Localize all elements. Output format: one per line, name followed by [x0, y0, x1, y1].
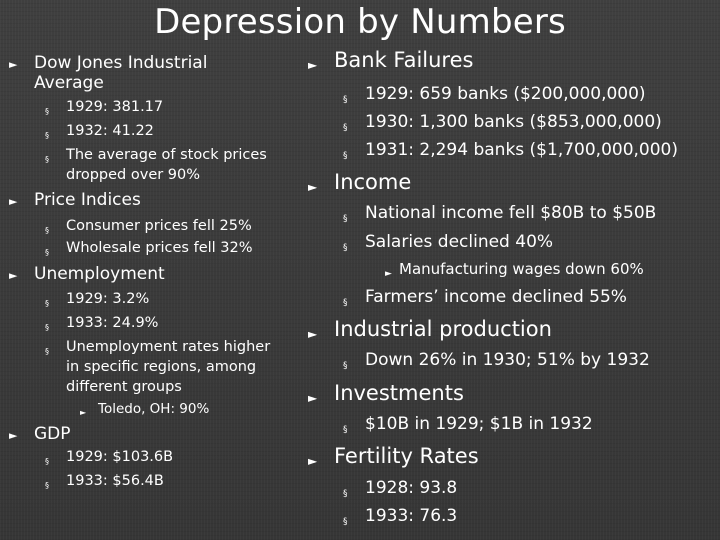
section-bullet-icon: §: [343, 123, 348, 133]
section-bullet-icon: §: [45, 248, 49, 257]
banks-1930: 1930: 1,300 banks ($853,000,000): [365, 112, 662, 132]
section-bullet-icon: §: [343, 243, 348, 253]
bank-failures-label: Bank Failures: [334, 48, 474, 72]
section-bullet-icon: §: [343, 151, 348, 161]
triangle-bullet-icon: ►: [9, 269, 18, 282]
fertility-rates-label: Fertility Rates: [334, 444, 479, 468]
section-bullet-icon: §: [343, 489, 348, 499]
triangle-bullet-icon: ►: [9, 429, 18, 442]
investments-values: $10B in 1929; $1B in 1932: [365, 414, 593, 434]
section-bullet-icon: §: [45, 299, 49, 308]
slide-title: Depression by Numbers: [154, 2, 566, 42]
unemployment-1933: 1933: 24.9%: [66, 315, 159, 331]
fertility-1933: 1933: 76.3: [365, 506, 458, 526]
farmers-income: Farmers’ income declined 55%: [365, 287, 627, 307]
section-bullet-icon: §: [45, 347, 49, 356]
dow-jones-label-line1: Dow Jones Industrial: [34, 53, 208, 73]
section-bullet-icon: §: [343, 361, 348, 371]
price-indices-label: Price Indices: [34, 190, 141, 210]
toledo-rate: Toledo, OH: 90%: [98, 401, 210, 417]
triangle-bullet-icon: ►: [308, 327, 318, 341]
triangle-bullet-icon: ►: [9, 58, 18, 71]
section-bullet-icon: §: [45, 481, 49, 490]
section-bullet-icon: §: [343, 95, 348, 105]
income-label: Income: [334, 170, 412, 194]
unemployment-regions-line1: Unemployment rates higher: [66, 339, 271, 355]
banks-1931: 1931: 2,294 banks ($1,700,000,000): [365, 140, 679, 160]
section-bullet-icon: §: [45, 131, 49, 140]
dow-jones-label-line2: Average: [34, 73, 104, 93]
section-bullet-icon: §: [343, 517, 348, 527]
section-bullet-icon: §: [343, 214, 348, 224]
wholesale-prices: Wholesale prices fell 32%: [66, 240, 253, 256]
section-bullet-icon: §: [45, 155, 49, 164]
salaries-declined: Salaries declined 40%: [365, 232, 554, 252]
manufacturing-wages: Manufacturing wages down 60%: [399, 260, 644, 278]
dow-1932: 1932: 41.22: [66, 123, 154, 139]
gdp-1929: 1929: $103.6B: [66, 449, 174, 465]
triangle-bullet-icon: ►: [9, 195, 18, 208]
triangle-bullet-icon: ►: [80, 408, 87, 417]
section-bullet-icon: §: [343, 298, 348, 308]
industrial-production-label: Industrial production: [334, 317, 552, 341]
investments-label: Investments: [334, 381, 464, 405]
triangle-bullet-icon: ►: [385, 269, 392, 279]
banks-1929: 1929: 659 banks ($200,000,000): [365, 84, 646, 104]
unemployment-1929: 1929: 3.2%: [66, 291, 150, 307]
dow-1929: 1929: 381.17: [66, 99, 164, 115]
gdp-label: GDP: [34, 424, 71, 444]
dow-average-line1: The average of stock prices: [66, 147, 267, 163]
section-bullet-icon: §: [45, 323, 49, 332]
unemployment-regions-line3: different groups: [66, 379, 182, 395]
industrial-decline: Down 26% in 1930; 51% by 1932: [365, 350, 650, 370]
gdp-1933: 1933: $56.4B: [66, 473, 164, 489]
triangle-bullet-icon: ►: [308, 391, 318, 405]
national-income: National income fell $80B to $50B: [365, 203, 657, 223]
unemployment-regions-line2: in specific regions, among: [66, 359, 257, 375]
unemployment-label: Unemployment: [34, 264, 165, 284]
triangle-bullet-icon: ►: [308, 454, 318, 468]
triangle-bullet-icon: ►: [308, 58, 318, 72]
fertility-1928: 1928: 93.8: [365, 478, 458, 498]
section-bullet-icon: §: [45, 226, 49, 235]
section-bullet-icon: §: [343, 425, 348, 435]
section-bullet-icon: §: [45, 107, 49, 116]
consumer-prices: Consumer prices fell 25%: [66, 218, 252, 234]
triangle-bullet-icon: ►: [308, 180, 318, 194]
section-bullet-icon: §: [45, 457, 49, 466]
dow-average-line2: dropped over 90%: [66, 167, 201, 183]
